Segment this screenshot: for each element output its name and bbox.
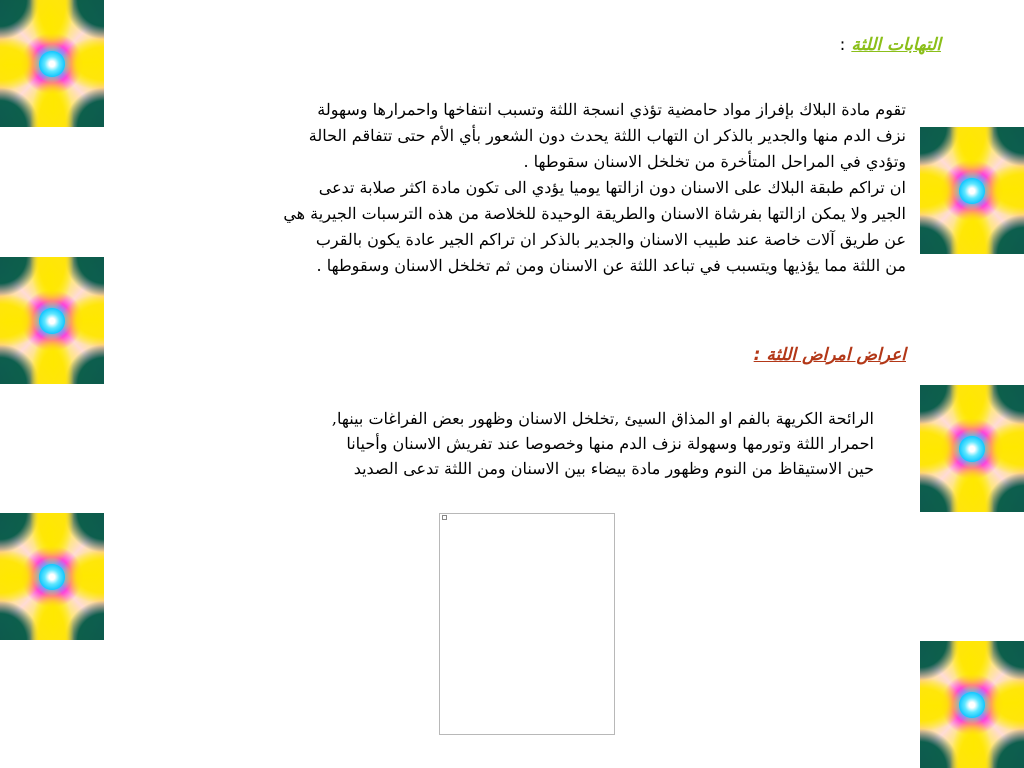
heading-gingivitis: [641, 35, 941, 55]
paragraph-line: وتؤدي في المراحل المتأخرة من تخلخل الاسنان سقوطها .: [523, 152, 906, 171]
heading-symptoms-title: اعراض امراض اللثة :: [753, 345, 906, 365]
paragraph-line: من اللثة مما يؤذيها ويتسبب في تباعد اللثة عن الاسنان ومن ثم تخلخل الاسنان وسقوطها .: [316, 256, 906, 275]
paragraph-line: نزف الدم منها والجدير بالذكر ان التهاب اللثة يحدث دون الشعور بأي الأم حتى تتفاقم الحالة: [308, 126, 906, 145]
heading-gum-disease-symptoms: [506, 345, 906, 365]
kaleidoscope-flower-icon: [920, 385, 1024, 512]
kaleidoscope-flower-icon: [920, 641, 1024, 768]
image-placeholder-frame: [439, 513, 615, 735]
paragraph-line: الجير ولا يمكن ازالتها بفرشاة الاسنان والطريقة الوحيدة للخلاصة من هذه الترسبات الجيرية هي: [283, 204, 906, 223]
heading-gingivitis-colon: :: [839, 35, 846, 55]
paragraph-line: احمرار اللثة وتورمها وسهولة نزف الدم منها وخصوصا عند تفريش الاسنان وأحيانا: [346, 434, 874, 453]
broken-image-icon: [442, 515, 448, 521]
paragraph-line: عن طريق آلات خاصة عند طبيب الاسنان والجدير بالذكر ان تراكم الجير عادة يكون بالقرب: [315, 230, 906, 249]
paragraph-line: تقوم مادة البلاك بإفراز مواد حامضية تؤذي انسجة اللثة وتسبب انتفاخها واحمرارها وسهولة: [317, 100, 906, 119]
kaleidoscope-flower-icon: [0, 257, 104, 384]
paragraph-line: الرائحة الكريهة بالفم او المذاق السيئ ,تخلخل الاسنان وظهور بعض الفراغات بينها,: [331, 409, 874, 428]
kaleidoscope-flower-icon: [0, 0, 104, 127]
paragraph-line: حين الاستيقاظ من النوم وظهور مادة بيضاء بين الاسنان ومن اللثة تدعى الصديد: [353, 459, 874, 478]
gingivitis-paragraph: [126, 97, 906, 279]
kaleidoscope-flower-icon: [0, 513, 104, 640]
heading-gingivitis-title: التهابات اللثة: [851, 35, 941, 55]
symptoms-paragraph: [154, 406, 874, 481]
paragraph-line: ان تراكم طبقة البلاك على الاسنان دون ازالتها يوميا يؤدي الى تكون مادة اكثر صلابة تدعى: [318, 178, 906, 197]
kaleidoscope-flower-icon: [920, 127, 1024, 254]
